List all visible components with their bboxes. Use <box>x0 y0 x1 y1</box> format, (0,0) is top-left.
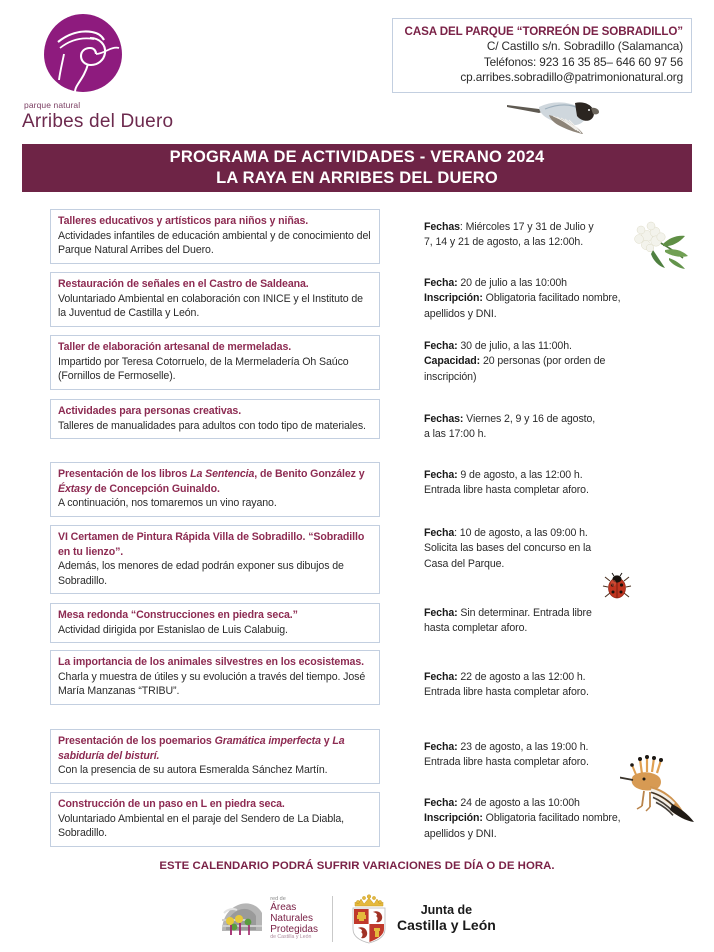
activity-title: La importancia de los animales silvestres en los ecosistemas. <box>58 656 364 668</box>
activity-info: Fecha: 22 de agosto a las 12:00 h. Entrada libre hasta completar aforo. <box>424 671 589 699</box>
page-header <box>0 0 714 140</box>
activity-box <box>50 335 380 390</box>
activity-info: Fecha: Sin determinar. Entrada libre hasta completar aforo. <box>424 607 592 635</box>
activity-info: Fecha: 30 de julio, a las 11:00h. Capacidad: 20 personas (por orden de inscripción) <box>424 340 606 383</box>
activity-box <box>50 603 380 643</box>
contact-title: CASA DEL PARQUE “TORREÓN DE SOBRADILLO” <box>404 25 683 38</box>
activity-description: Además, los menores de edad podrán exponer sus dibujos de Sobradillo. <box>58 560 344 587</box>
activity-box <box>50 525 380 594</box>
activity-box <box>50 209 380 264</box>
activity-box <box>50 399 380 439</box>
activity-title: Restauración de señales en el Castro de Saldeana. <box>58 278 309 290</box>
hoopoe-bird-icon <box>620 754 695 826</box>
activity-description: Charla y muestra de útiles y su evolución a través del tiempo. José María Manzanas “TRIBU”. <box>58 670 366 697</box>
activity-description: Voluntariado Ambiental en colaboración con INICE y el Instituto de la Juventud de Castilla y León. <box>58 292 363 319</box>
activity-box <box>50 650 380 705</box>
contact-address: C/ Castillo s/n. Sobradillo (Salamanca) <box>486 39 683 54</box>
activity-box <box>50 272 380 327</box>
activity-title: Construcción de un paso en L en piedra seca. <box>58 798 285 810</box>
activity-info: Fecha: 10 de agosto, a las 09:00 h. Solicita las bases del concurso en la Casa del Parque. <box>424 527 592 570</box>
activity-title: Talleres educativos y artísticos para niños y niñas. <box>58 215 309 227</box>
ladybug-icon <box>602 572 632 602</box>
activity-description: Impartido por Teresa Cotorruelo, de la Mermeladería Oh Saúco (Fornillos de Fermoselle). <box>58 355 349 382</box>
activity-description: Voluntariado Ambiental en el paraje del Sendero de La Diabla, Sobradillo. <box>58 812 345 839</box>
anp-line-3: Protegidas <box>270 923 318 935</box>
activity-box <box>50 462 380 517</box>
activity-info: Fecha: 24 de agosto a las 10:00h Inscripción: Obligatoria facilitado nombre, apellidos y DNI. <box>424 797 621 840</box>
anp-small-line: red de <box>270 896 286 903</box>
footer-divider <box>332 896 333 942</box>
jcyl-line-2: Castilla y León <box>397 917 496 934</box>
anp-line-1: Áreas <box>270 901 297 913</box>
junta-castilla-leon-logo <box>347 893 496 945</box>
elderflower-icon <box>625 214 695 272</box>
activity-title: Presentación de los libros La Sentencia, de Benito González y Éxtasy de Concepción Guinaldo. <box>58 468 365 495</box>
footer-logos <box>0 893 714 945</box>
activity-info: Fecha: 20 de julio a las 10:00h Inscripción: Obligatoria facilitado nombre, apellidos y DNI. <box>424 277 621 320</box>
banner-line-2: LA RAYA EN ARRIBES DEL DUERO <box>216 169 498 187</box>
jcyl-text-block <box>397 904 496 933</box>
contact-info-box <box>392 18 692 93</box>
activity-title: VI Certamen de Pintura Rápida Villa de Sobradillo. “Sobradillo en tu lienzo”. <box>58 531 365 558</box>
park-logo <box>22 14 212 133</box>
banner-line-1: PROGRAMA DE ACTIVIDADES - VERANO 2024 <box>169 147 545 166</box>
logo-park-name: Arribes del Duero <box>22 111 174 132</box>
calendar-variation-note: ESTE CALENDARIO PODRÁ SUFRIR VARIACIONES DE DÍA O DE HORA. <box>159 860 555 872</box>
flying-azure-winged-magpie-icon <box>505 93 600 135</box>
activity-title: Actividades para personas creativas. <box>58 405 242 417</box>
activity-info: Fechas: Viernes 2, 9 y 16 de agosto, a las 17:00 h. <box>424 413 596 441</box>
program-title-banner <box>22 144 692 192</box>
activity-box <box>50 792 380 847</box>
activity-description: Actividad dirigida por Estanislao de Luis Calabuig. <box>58 623 288 636</box>
contact-phones: Teléfonos: 923 16 35 85– 646 60 97 56 <box>483 54 683 69</box>
activity-description: A continuación, nos tomaremos un vino rayano. <box>58 497 277 509</box>
activity-title: Taller de elaboración artesanal de mermeladas. <box>58 341 292 353</box>
logo-subtitle: parque natural <box>24 100 81 110</box>
red-areas-naturales-protegidas-logo <box>218 897 318 941</box>
activity-box <box>50 729 380 784</box>
activity-info: Fecha: 23 de agosto, a las 19:00 h. Entrada libre hasta completar aforo. <box>424 741 589 769</box>
jcyl-line-1: Junta de <box>420 903 473 918</box>
activity-description: Actividades infantiles de educación ambiental y de conocimiento del Parque Natural Arribes del Duero. <box>58 229 371 256</box>
anp-text-block <box>270 897 318 941</box>
contact-email: cp.arribes.sobradillo@patrimonionatural.org <box>460 70 683 85</box>
activity-info: Fechas: Miércoles 17 y 31 de Julio y 7, 14 y 21 de agosto, a las 12:00h. <box>424 221 594 249</box>
activity-info: Fecha: 9 de agosto, a las 12:00 h. Entrada libre hasta completar aforo. <box>424 469 589 497</box>
activity-description: Con la presencia de su autora Esmeralda Sánchez Martín. <box>58 764 328 776</box>
activity-description: Talleres de manualidades para adultos con todo tipo de materiales. <box>58 419 366 432</box>
activity-title: Presentación de los poemarios Gramática imperfecta y La sabiduría del bisturí. <box>58 735 345 762</box>
activity-title: Mesa redonda “Construcciones en piedra seca.” <box>58 609 298 621</box>
anp-fine-line: de Castilla y León <box>270 934 312 941</box>
anp-graphic-icon <box>218 897 266 937</box>
anp-line-2: Naturales <box>270 912 313 924</box>
jcyl-coat-of-arms-icon <box>347 893 391 945</box>
vulture-head-oval-logo-icon <box>44 14 122 92</box>
